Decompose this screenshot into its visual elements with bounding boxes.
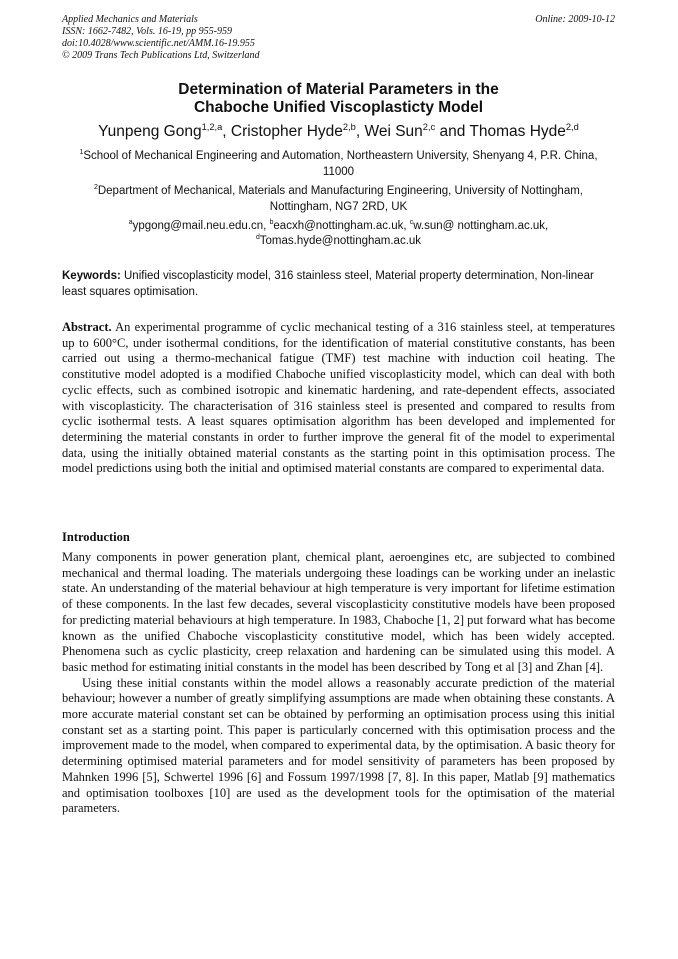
introduction-paragraph-2: Using these initial constants within the model allows a reasonably accurate prediction of the material behaviour; however a number of greatly simplifying assumptions are made when obtaining these constants. A more accurate material constant set can be obtained by performing an optimisation process using this initial constant set as a starting point. This paper is particularly concerned with this optimisation process and the improvement made to the model, when compared to experimental data, by the optimisation. A basic theory for determining optimised material parameters and for model sensitivity of parameters has been proposed by Mahnken 1996 [5], Schwertel 1996 [6] and Fossum 1997/1998 [7, 8]. In this paper, Matlab [9] mathematics and optimisation toolboxes [10] are used as the development tools for the optimisation of the material parameters. [62,675,615,816]
title-line-2: Chaboche Unified Viscoplasticty Model [193,99,484,116]
email-mark: b [269,219,274,227]
email-mark: c [409,219,414,227]
author-separator: , [355,123,365,140]
affiliation-mark: 2 [94,184,98,192]
title-line-1: Determination of Material Parameters in the [178,81,499,98]
abstract-section [62,320,615,477]
journal-issn: ISSN: 1662-7482, Vols. 16-19, pp 955-959 [62,26,232,37]
keywords-section [62,269,615,300]
journal-doi: doi:10.4028/www.scientific.net/AMM.16-19.955 [62,38,255,49]
email-address: ypgong@mail.neu.edu.cn, [132,220,270,232]
affiliation-1 [72,148,605,180]
online-date: Online: 2009-10-12 [535,14,615,25]
author-affiliation-mark: 2,d [565,121,579,132]
introduction-section [62,550,615,817]
author-name: Yunpeng Gong [98,123,202,140]
affiliation-text: Department of Mechanical, Materials and Manufacturing Engineering, University of Nottingham, Nottingham, NG7 2RD, UK [97,185,583,213]
email-address: eacxh@nottingham.ac.uk, [273,220,410,232]
email-address: Tomas.hyde@nottingham.ac.uk [259,235,422,247]
author-name: Cristopher Hyde [230,123,343,140]
author-emails [72,219,605,249]
keywords-text: Unified viscoplasticity model, 316 stainless steel, Material property determination, Non-linear least squares optimisation. [62,270,594,298]
author-separator: and [435,123,470,140]
introduction-paragraph-1: Many components in power generation plant, chemical plant, aeroengines etc, are subjected to combined mechanical and thermal loading. The materials undergoing these loadings can be working under an inelastic state. An understanding of the material behaviour at high temperature is very important for lifetime estimation of these components. In the last few decades, several viscoplasticity constitutive models have been proposed for predicting material behaviours at high temperature. In 1983, Chaboche [1, 2] put forward what has become known as the unified Chaboche viscoplasticity constitutive model, which has been widely accepted. Phenomena such as cyclic plasticity, creep relaxation and hardening can be simulated using this model. A basic method for estimating initial constants in the model has been described by Tong et al [3] and Zhan [4]. [62,550,615,674]
email-mark: a [128,219,133,227]
author-list [62,122,615,142]
author-affiliation-mark: 2,c [422,121,436,132]
author-affiliation-mark: 1,2,a [201,121,223,132]
keywords-label: Keywords: [62,270,121,282]
affiliation-mark: 1 [79,149,84,157]
author-separator: , [222,123,231,140]
author-affiliation-mark: 2,b [342,121,356,132]
email-mark: d [255,234,260,242]
journal-copyright: © 2009 Trans Tech Publications Ltd, Switzerland [62,50,260,61]
abstract-label: Abstract. [62,320,112,334]
abstract-text: An experimental programme of cyclic mechanical testing of a 316 stainless steel, at temperatures up to 600°C, under isothermal conditions, for the identification of material constitutive constants, has been carried out using a thermo-mechanical fatigue (TMF) test machine with induction coil heating. The constitutive model adopted is a modified Chaboche unified viscoplasticity model, which can deal with both cyclic effects, such as combined isotropic and kinematic hardening, and rate-dependent effects, associated with viscoplasticity. The characterisation of 316 stainless steel is presented and compared to results from cyclic isothermal tests. A least squares optimisation algorithm has been developed and implemented for determining the material constants in order to further improve the general fit of the model to experimental data, using the initially obtained material constants as the starting point in this optimisation process. The model predictions using both the initial and optimised material constants are compared to experimental data. [62,320,615,476]
introduction-heading: Introduction [62,530,130,544]
journal-name: Applied Mechanics and Materials [62,14,198,25]
author-name: Thomas Hyde [469,123,566,140]
paper-title [62,81,615,117]
email-address: w.sun@ nottingham.ac.uk, [413,220,549,232]
author-name: Wei Sun [364,123,423,140]
affiliation-2 [72,183,605,215]
affiliation-text: School of Mechanical Engineering and Automation, Northeastern University, Shenyang 4, P.R. China, 11000 [83,150,598,178]
journal-header [62,14,615,62]
